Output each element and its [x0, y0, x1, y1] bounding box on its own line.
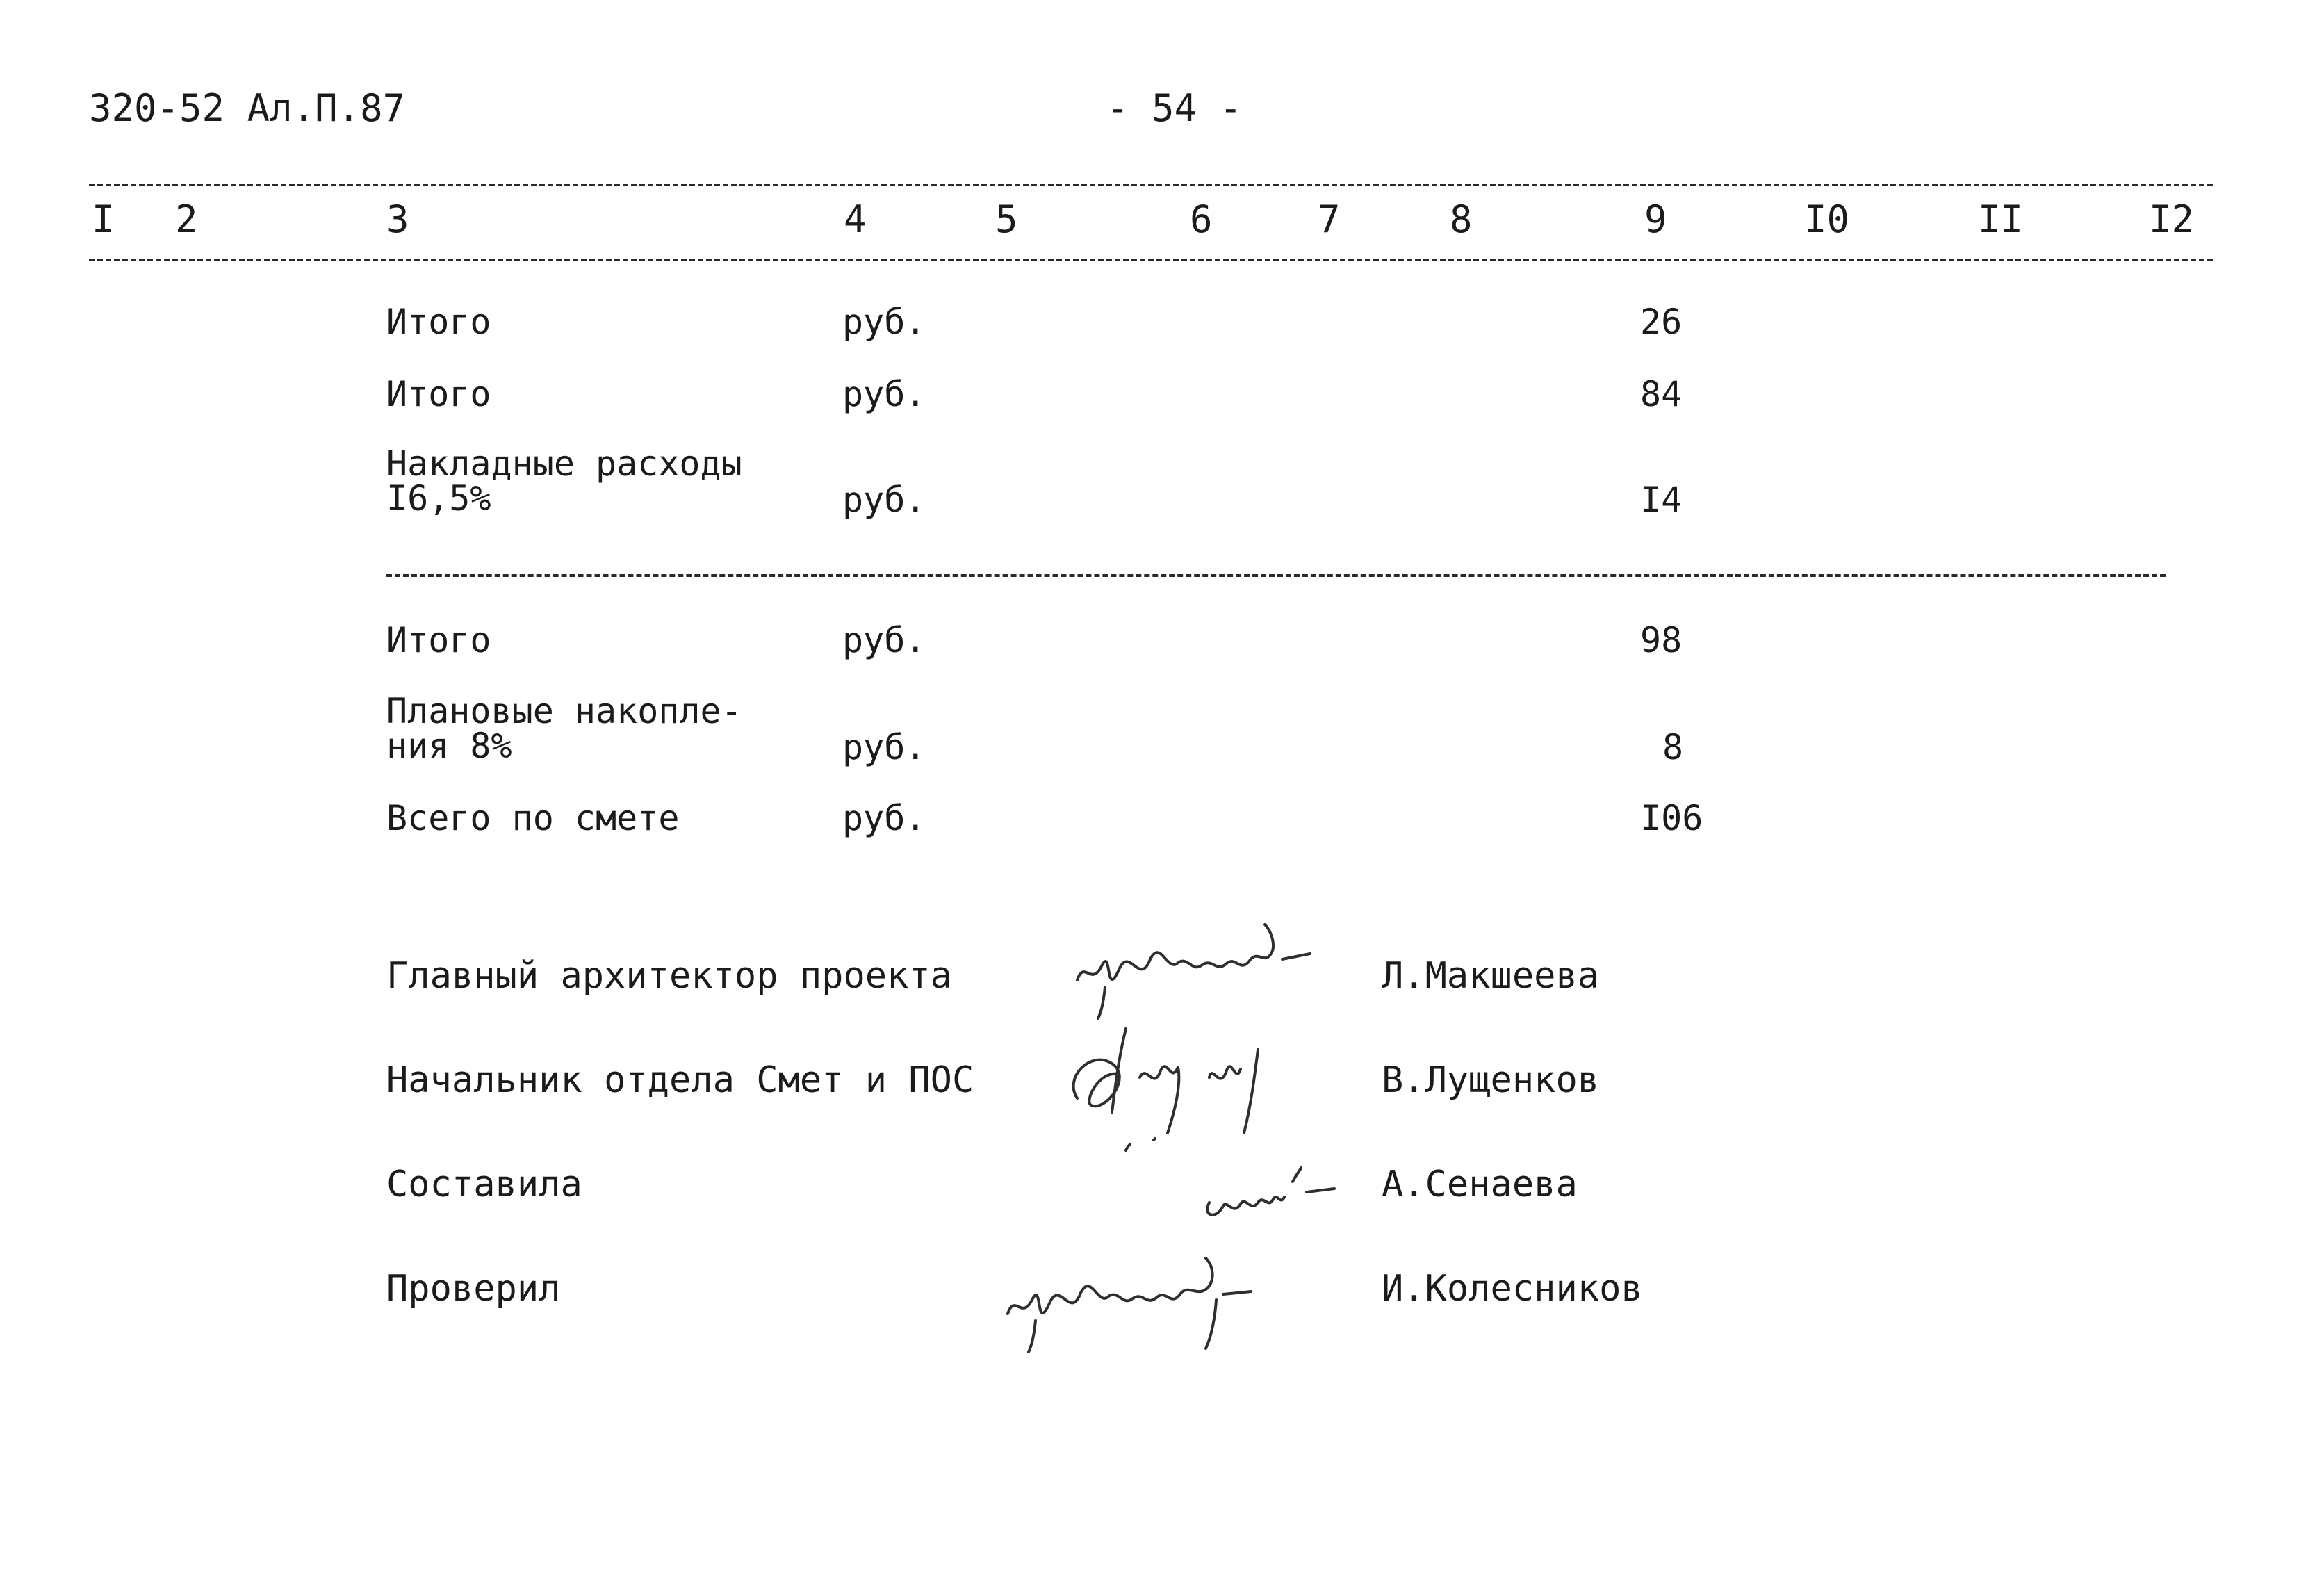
row-value: 26: [1640, 302, 1683, 342]
page-number: - 54 -: [1106, 86, 1243, 130]
signatory-title: Проверил: [386, 1268, 561, 1310]
row-label: Итого: [386, 374, 491, 414]
signatory-name: В.Лущенков: [1382, 1059, 1600, 1101]
signatory-title: Главный архитектор проекта: [386, 955, 952, 997]
signatory-name: А.Сенаева: [1382, 1164, 1578, 1205]
row-label: Итого: [386, 302, 491, 342]
column-header-11: II: [1978, 197, 2024, 241]
section-rule: [386, 574, 2166, 577]
column-header-1: I: [92, 197, 115, 241]
row-unit: руб.: [842, 620, 926, 660]
row-unit: руб.: [842, 374, 926, 414]
row-label: Всего по смете: [386, 798, 680, 838]
row-value: I4: [1640, 480, 1683, 520]
handwritten-signature: [994, 1237, 1272, 1355]
column-header-9: 9: [1644, 197, 1667, 241]
signatory-name: Л.Макшеева: [1382, 955, 1600, 997]
column-header-5: 5: [995, 197, 1018, 241]
row-label: Итого: [386, 620, 491, 660]
row-label-line-1: Плановые накопле-: [386, 691, 742, 731]
row-unit: руб.: [842, 798, 926, 838]
column-header-2: 2: [175, 197, 198, 241]
row-label-line-2: I6,5%: [386, 478, 491, 519]
signatory-title: Составила: [386, 1164, 582, 1205]
row-unit: руб.: [842, 727, 926, 767]
row-value: 84: [1640, 374, 1683, 414]
row-value: 98: [1640, 620, 1683, 660]
column-header-8: 8: [1450, 197, 1473, 241]
column-header-4: 4: [844, 197, 867, 241]
signatory-title: Начальник отдела Смет и ПОС: [386, 1059, 974, 1101]
handwritten-signature: [1049, 1008, 1307, 1161]
header-top-rule: [89, 184, 2213, 186]
document-code: 320-52 Ал.П.87: [89, 86, 406, 130]
row-unit: руб.: [842, 480, 926, 520]
row-value: 8: [1662, 727, 1684, 767]
header-bottom-rule: [89, 259, 2213, 261]
column-header-3: 3: [386, 197, 409, 241]
row-label-line-2: ния 8%: [386, 726, 512, 766]
column-header-12: I2: [2149, 197, 2195, 241]
row-label-line-1: Накладные расходы: [386, 443, 742, 484]
signatory-name: И.Колесников: [1382, 1268, 1643, 1310]
column-header-7: 7: [1318, 197, 1341, 241]
handwritten-signature: [1195, 1154, 1341, 1230]
column-header-6: 6: [1190, 197, 1213, 241]
row-value: I06: [1640, 798, 1703, 838]
handwritten-signature: [1063, 904, 1320, 1022]
column-header-10: I0: [1804, 197, 1850, 241]
row-unit: руб.: [842, 302, 926, 342]
